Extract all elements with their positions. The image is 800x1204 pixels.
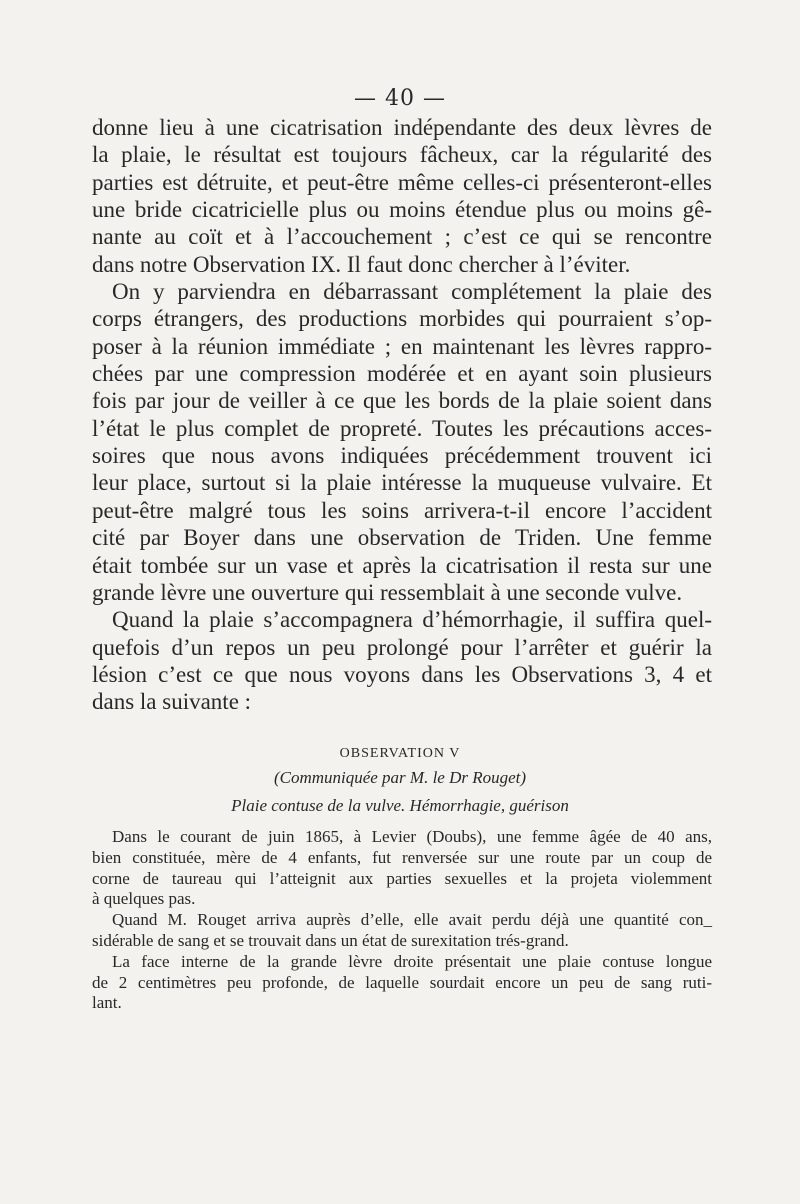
observation-line: lant. bbox=[92, 993, 122, 1013]
text-line: peut-être malgré tous les soins arrivera-t-il encore l’accident bbox=[92, 497, 712, 523]
text-line: parties est détruite, et peut-être même celles-ci présenteront-elles bbox=[92, 169, 712, 195]
observation-text bbox=[92, 827, 712, 1014]
observation-line: La face interne de la grande lèvre droite présentait une plaie contuse longue bbox=[112, 951, 712, 971]
text-line: corps étrangers, des productions morbides qui pourraient s’op- bbox=[92, 306, 712, 332]
text-line: dans la suivante : bbox=[92, 689, 252, 715]
text-line: Quand la plaie s’accompagnera d’hémorrhagie, il suffira quel- bbox=[112, 607, 712, 633]
text-line: leur place, surtout si la plaie intéresse la muqueuse vulvaire. Et bbox=[92, 470, 712, 496]
text-line: dans notre Observation IX. Il faut donc chercher à l’éviter. bbox=[92, 251, 631, 277]
text-line: l’état le plus complet de propreté. Toutes les précautions acces- bbox=[92, 415, 712, 441]
text-line: lésion c’est ce que nous voyons dans les Observations 3, 4 et bbox=[92, 661, 712, 687]
observation-line: Dans le courant de juin 1865, à Levier (Doubs), une femme âgée de 40 ans, bbox=[112, 827, 712, 846]
observation-line: à quelques pas. bbox=[92, 889, 196, 909]
text-line: nante au coït et à l’accouchement ; c’est ce qui se rencontre bbox=[92, 224, 712, 250]
observation-heading: OBSERVATION V bbox=[339, 746, 461, 761]
text-line: était tombée sur un vase et après la cicatrisation il resta sur une bbox=[92, 552, 712, 578]
text-line: donne lieu à une cicatrisation indépendante des deux lèvres de bbox=[92, 115, 712, 140]
text-line: chées par une compression modérée et en ayant soin plusieurs bbox=[92, 361, 712, 387]
main-text bbox=[92, 114, 712, 716]
observation-line: corne de taureau qui l’atteignit aux parties sexuelles et la projeta violemment bbox=[92, 868, 712, 888]
text-line: grande lèvre une ouverture qui ressemblait à une seconde vulve. bbox=[92, 579, 683, 605]
text-line: fois par jour de veiller à ce que les bords de la plaie soient dans bbox=[92, 388, 712, 414]
observation-title: Plaie contuse de la vulve. Hémorrhagie, guérison bbox=[231, 796, 569, 815]
observation-attribution: (Communiquée par M. le Dr Rouget) bbox=[273, 768, 527, 787]
text-line: une bride cicatricielle plus ou moins étendue plus ou moins gê- bbox=[92, 197, 712, 223]
text-line: cité par Boyer dans une observation de Triden. Une femme bbox=[92, 525, 712, 551]
text-line: la plaie, le résultat est toujours fâcheux, car la régularité des bbox=[92, 142, 712, 168]
observation-line: bien constituée, mère de 4 enfants, fut renversée sur une route par un coup de bbox=[92, 847, 712, 867]
text-line: On y parviendra en débarrassant complétement la plaie des bbox=[112, 279, 712, 305]
text-line: quefois d’un repos un peu prolongé pour l’arrêter et guérir la bbox=[92, 634, 712, 660]
text-line: soires que nous avons indiquées précédemment trouvent ici bbox=[92, 443, 712, 469]
text-line: poser à la réunion immédiate ; en maintenant les lèvres rappro- bbox=[92, 333, 712, 359]
page-number: — 40 — bbox=[354, 86, 446, 111]
observation-line: sidérable de sang et se trouvait dans un état de surexitation trés-grand. bbox=[92, 930, 569, 950]
observation-line: Quand M. Rouget arriva auprès d’elle, elle avait perdu déjà une quantité con_ bbox=[112, 910, 712, 930]
observation-line: de 2 centimètres peu profonde, de laquelle sourdait encore un peu de sang ruti- bbox=[92, 972, 712, 992]
